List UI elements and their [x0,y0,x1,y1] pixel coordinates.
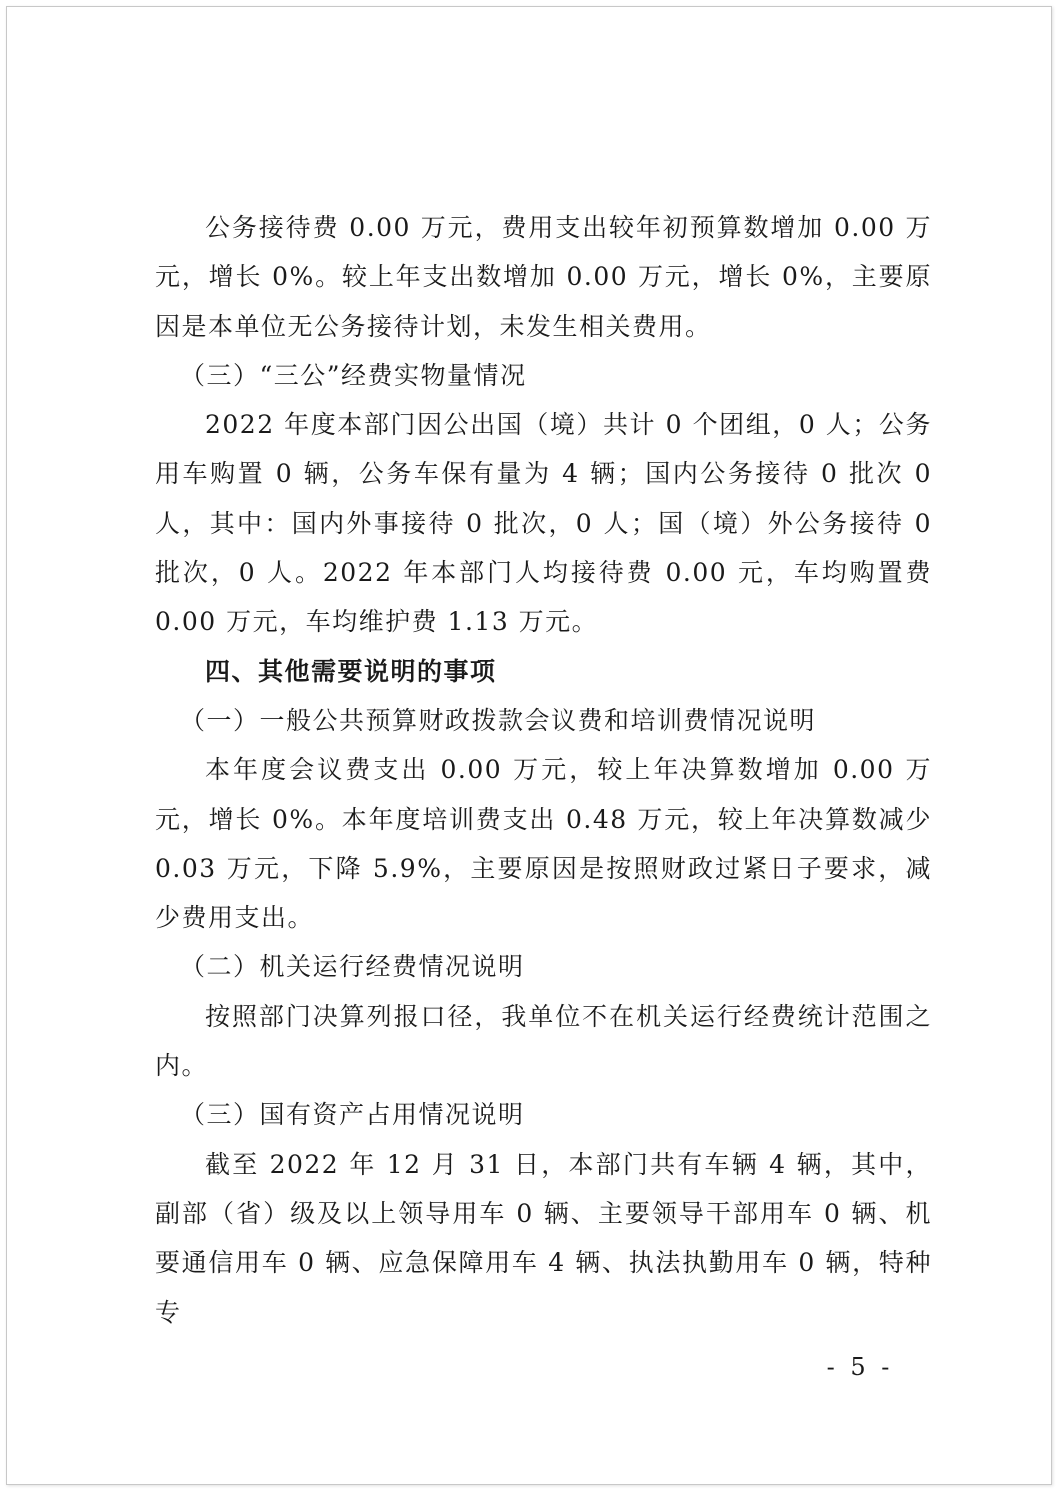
subheading-three-public-physical-quantity: （三）“三公”经费实物量情况 [180,360,527,390]
document-page [6,6,1052,1485]
subheading-operating-expenses: （二）机关运行经费情况说明 [180,952,525,982]
page-number: - 5 - [826,1353,894,1381]
paragraph-physical-quantity: 2022 年度本部门因公出国（境）共计 0 个团组，0 人；公务用车购置 0 辆，公务车保有量为 4 辆；国内公务接待 0 批次 0 人，其中：国内外事接待 0 批次，0 人；国（境）外公务接待 0 批次，0 人。2022 年本部门人均接待费 0.00 元，车均购置费 0.00 万元，车均维护费 1.13 万元。 [155,410,932,637]
paragraph-meeting-training-fees: 本年度会议费支出 0.00 万元，较上年决算数增加 0.00 万元，增长 0%。本年度培训费支出 0.48 万元，较上年决算数减少 0.03 万元，下降 5.9%，主要原因是按照财政过紧日子要求，减少费用支出。 [155,755,932,933]
paragraph-operating-expenses: 按照部门决算列报口径，我单位不在机关运行经费统计范围之内。 [155,1001,932,1081]
section-heading-other-matters: 四、其他需要说明的事项 [205,656,497,686]
paragraph-reception-expense: 公务接待费 0.00 万元，费用支出较年初预算数增加 0.00 万元，增长 0%。较上年支出数增加 0.00 万元，增长 0%，主要原因是本单位无公务接待计划，未发生相关费用。 [155,213,932,341]
document-body [155,203,932,1337]
subheading-state-assets: （三）国有资产占用情况说明 [180,1100,525,1130]
paragraph-state-assets: 截至 2022 年 12 月 31 日，本部门共有车辆 4 辆，其中，副部（省）级及以上领导用车 0 辆、主要领导干部用车 0 辆、机要通信用车 0 辆、应急保障用车 4 辆、执法执勤用车 0 辆，特种专 [155,1149,932,1327]
subheading-meeting-training-fees: （一）一般公共预算财政拨款会议费和培训费情况说明 [180,705,817,735]
